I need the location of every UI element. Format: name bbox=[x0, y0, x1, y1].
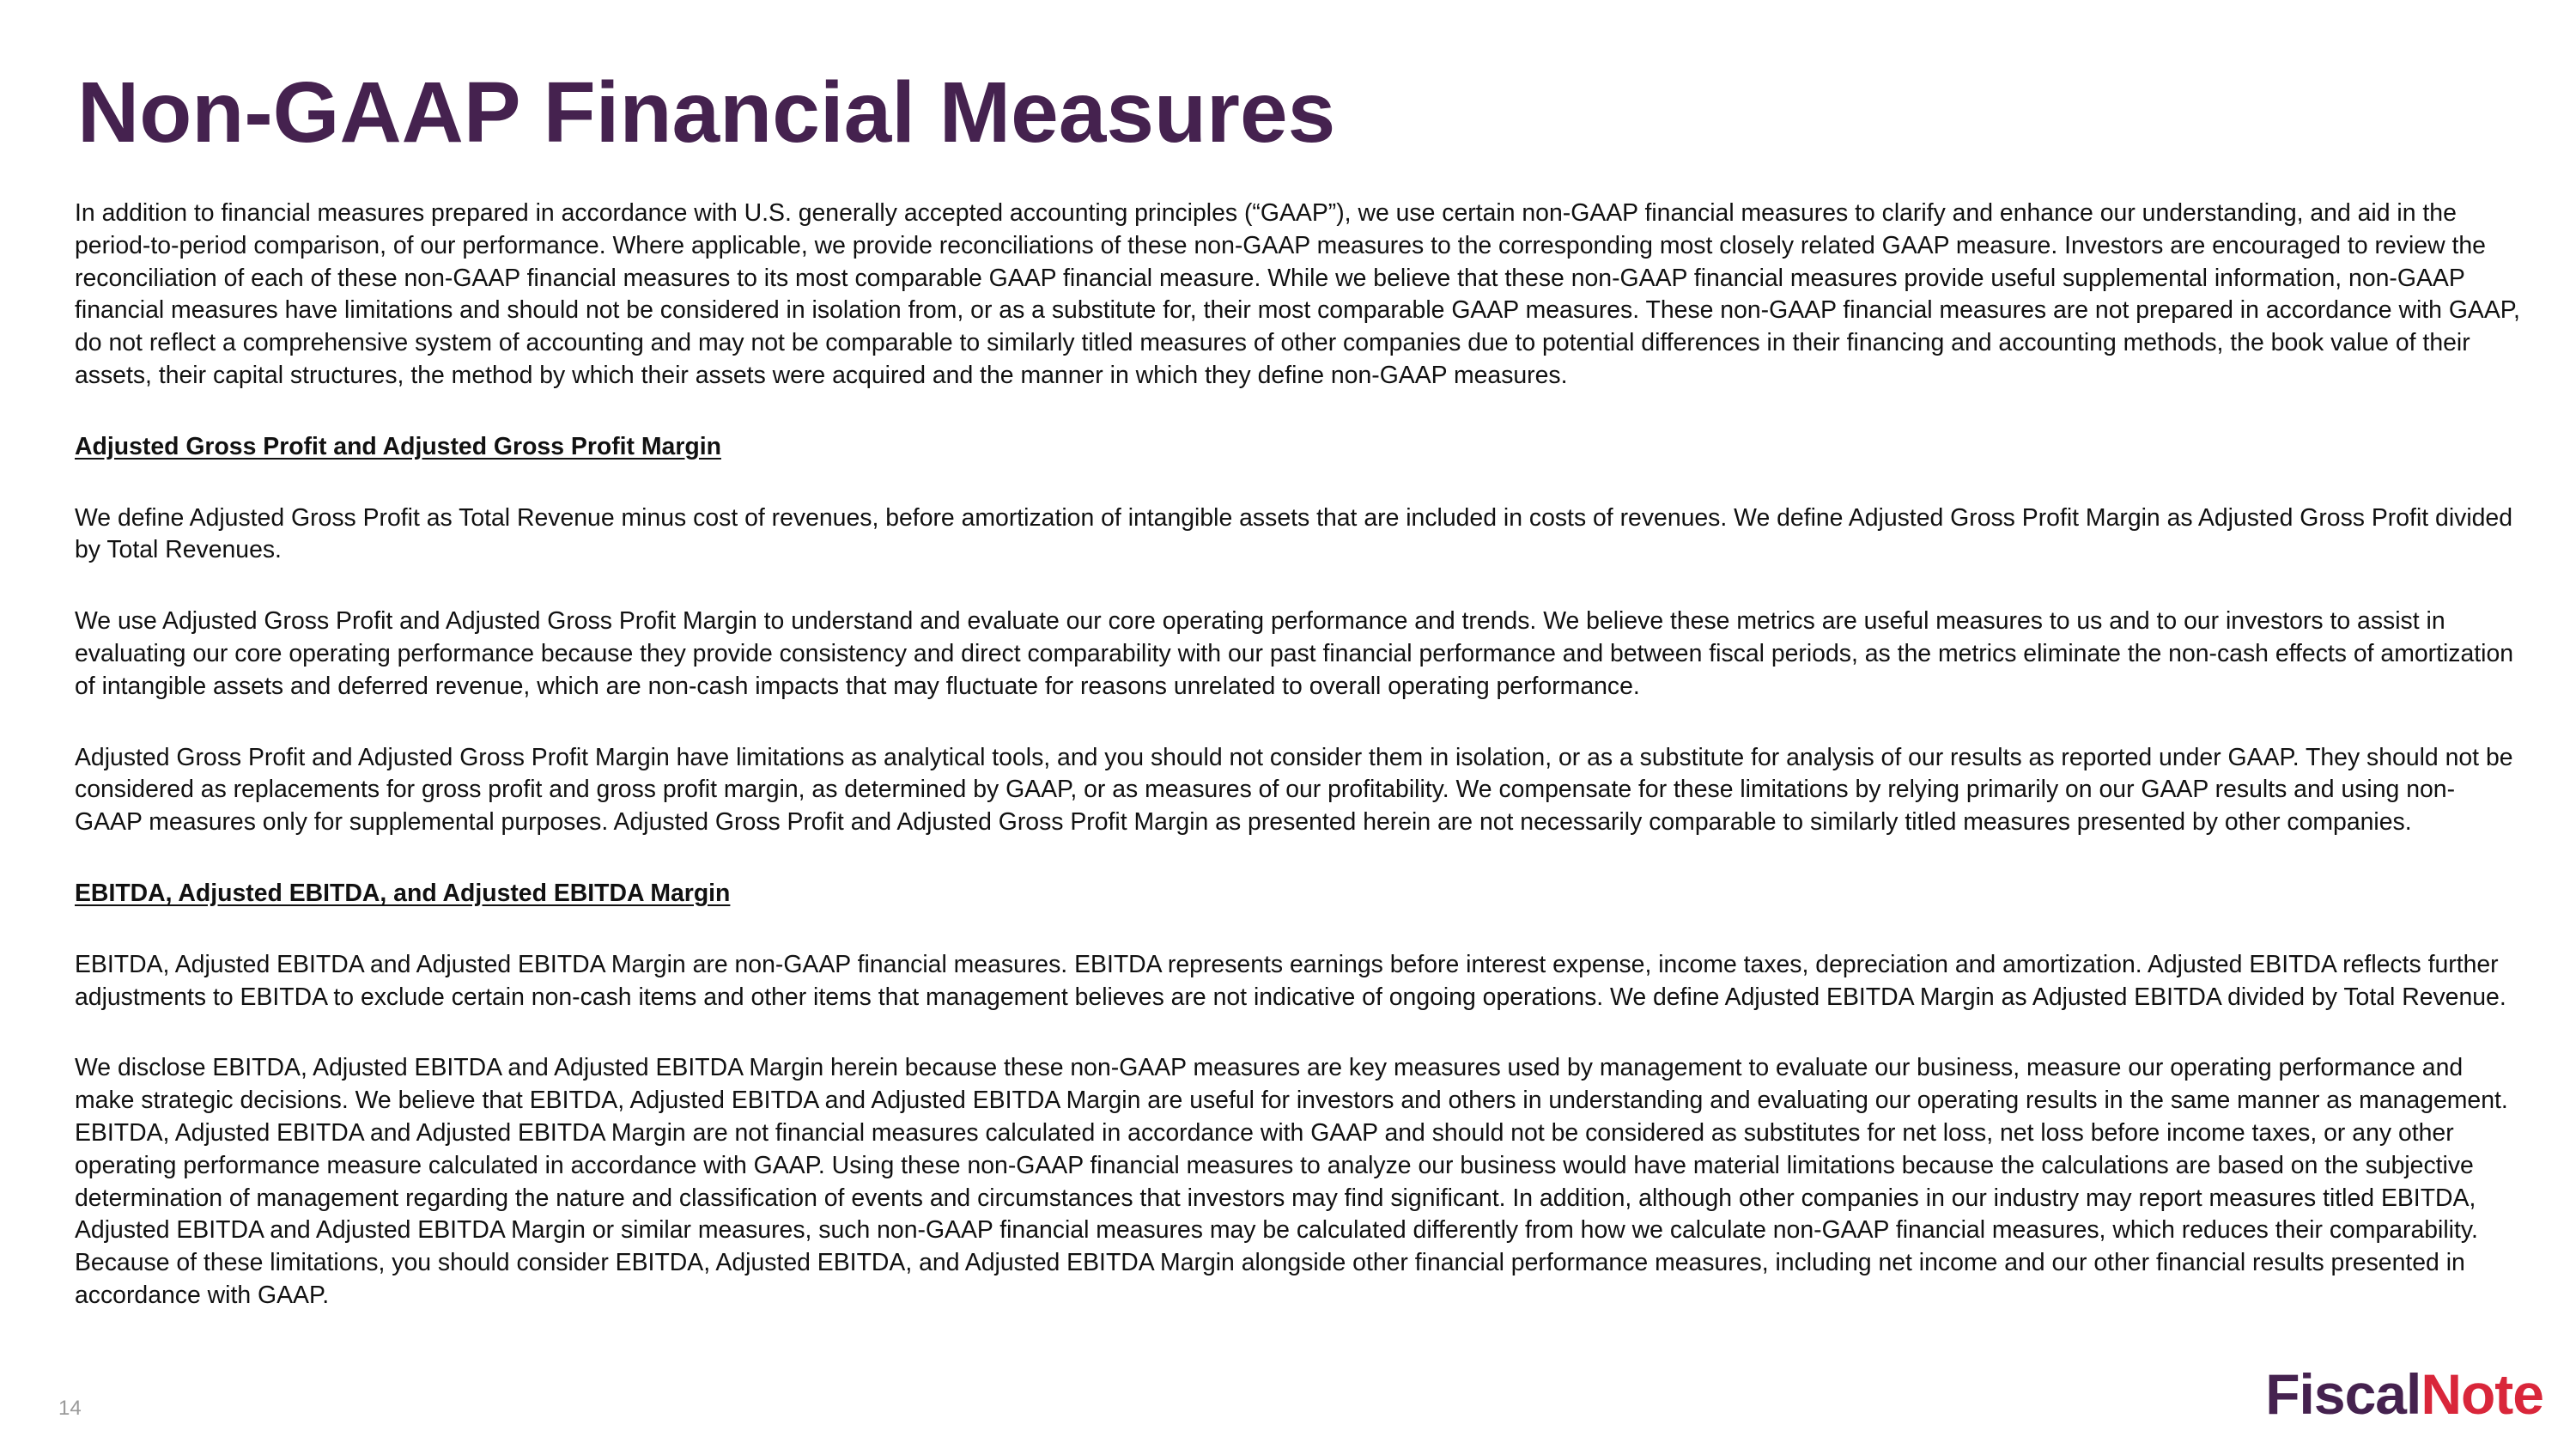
intro-paragraph: In addition to financial measures prepared in accordance with U.S. generally accepted accounting principles (“GAAP”), we use certain non-GAAP financial measures to clarify and enhance our understanding, and aid in the period-to-period comparison, of our performance. Where applicable, we provide reconciliations of these non-GAAP measures to the corresponding most closely related GAAP measure. Investors are encouraged to review the reconciliation of each of these non-GAAP financial measures to its most comparable GAAP financial measure. While we believe that these non-GAAP financial measures provide useful supplemental information, non-GAAP financial measures have limitations and should not be considered in isolation from, or as a substitute for, their most comparable GAAP measures. These non-GAAP financial measures are not prepared in accordance with GAAP, do not reflect a comprehensive system of accounting and may not be comparable to similarly titled measures of other companies due to potential differences in their financing and accounting methods, the book value of their assets, their capital structures, the method by which their assets were acquired and the manner in which they define non-GAAP measures. bbox=[75, 199, 2520, 389]
logo-text-fiscal: Fiscal bbox=[2265, 1362, 2421, 1426]
spacer bbox=[75, 393, 2522, 431]
gross-profit-usage-paragraph: We use Adjusted Gross Profit and Adjusted Gross Profit Margin to understand and evaluate our core operating performance and trends. We believe these metrics are useful measures to us and to our investors to assist in evaluating our core operating performance because they provide consistency and direct comparability with our past financial performance and between fiscal periods, as the metrics eliminate the non-cash effects of amortization of intangible assets and deferred revenue, which are non-cash impacts that may fluctuate for reasons unrelated to overall operating performance. bbox=[75, 607, 2514, 700]
gross-profit-definition-paragraph: We define Adjusted Gross Profit as Total Revenue minus cost of revenues, before amortization of intangible assets that are included in costs of revenues. We define Adjusted Gross Profit Margin as Adjusted Gross Profit divided by Total Revenues. bbox=[75, 503, 2512, 564]
spacer bbox=[75, 703, 2522, 742]
page-title: Non-GAAP Financial Measures bbox=[77, 64, 1336, 161]
spacer bbox=[75, 910, 2522, 949]
spacer bbox=[75, 567, 2522, 606]
spacer bbox=[75, 839, 2522, 878]
section-heading-adjusted-gross-profit: Adjusted Gross Profit and Adjusted Gross Profit Margin bbox=[75, 432, 721, 460]
spacer bbox=[75, 1014, 2522, 1052]
ebitda-definition-paragraph: EBITDA, Adjusted EBITDA and Adjusted EBITDA Margin are non-GAAP financial measures. EBITDA represents earnings before interest expense, income taxes, depreciation and amortization. Adjusted EBITDA reflects further adjustments to EBITDA to exclude certain non-cash items and other items that management believes are not indicative of ongoing operations. We define Adjusted EBITDA Margin as Adjusted EBITDA divided by Total Revenue. bbox=[75, 950, 2506, 1011]
fiscalnote-logo bbox=[2265, 1362, 2543, 1426]
section-heading-ebitda: EBITDA, Adjusted EBITDA, and Adjusted EBITDA Margin bbox=[75, 879, 731, 907]
spacer bbox=[75, 464, 2522, 502]
ebitda-disclosure-paragraph: We disclose EBITDA, Adjusted EBITDA and Adjusted EBITDA Margin herein because these non-GAAP measures are key measures used by management to evaluate our business, measure our operating performance and make strategic decisions. We believe that EBITDA, Adjusted EBITDA and Adjusted EBITDA Margin are useful for investors and others in understanding and evaluating our operating results in the same manner as management. EBITDA, Adjusted EBITDA and Adjusted EBITDA Margin are not financial measures calculated in accordance with GAAP and should not be considered as substitutes for net loss, net loss before income taxes, or any other operating performance measure calculated in accordance with GAAP. Using these non-GAAP financial measures to analyze our business would have material limitations because the calculations are based on the subjective determination of management regarding the nature and classification of events and circumstances that investors may find significant. In addition, although other companies in our industry may report measures titled EBITDA, Adjusted EBITDA and Adjusted EBITDA Margin or similar measures, such non-GAAP financial measures may be calculated differently from how we calculate non-GAAP financial measures, which reduces their comparability. Because of these limitations, you should consider EBITDA, Adjusted EBITDA, and Adjusted EBITDA Margin alongside other financial performance measures, including net income and our other financial results presented in accordance with GAAP. bbox=[75, 1054, 2508, 1309]
logo-text-note: Note bbox=[2421, 1362, 2543, 1426]
body-content bbox=[75, 198, 2522, 1312]
gross-profit-limitations-paragraph: Adjusted Gross Profit and Adjusted Gross Profit Margin have limitations as analytical tools, and you should not consider them in isolation, or as a substitute for analysis of our results as reported under GAAP. They should not be considered as replacements for gross profit and gross profit margin, as determined by GAAP, or as measures of our profitability. We compensate for these limitations by relying primarily on our GAAP results and using non-GAAP measures only for supplemental purposes. Adjusted Gross Profit and Adjusted Gross Profit Margin as presented herein are not necessarily comparable to similarly titled measures presented by other companies. bbox=[75, 743, 2513, 837]
page-number: 14 bbox=[58, 1397, 82, 1420]
